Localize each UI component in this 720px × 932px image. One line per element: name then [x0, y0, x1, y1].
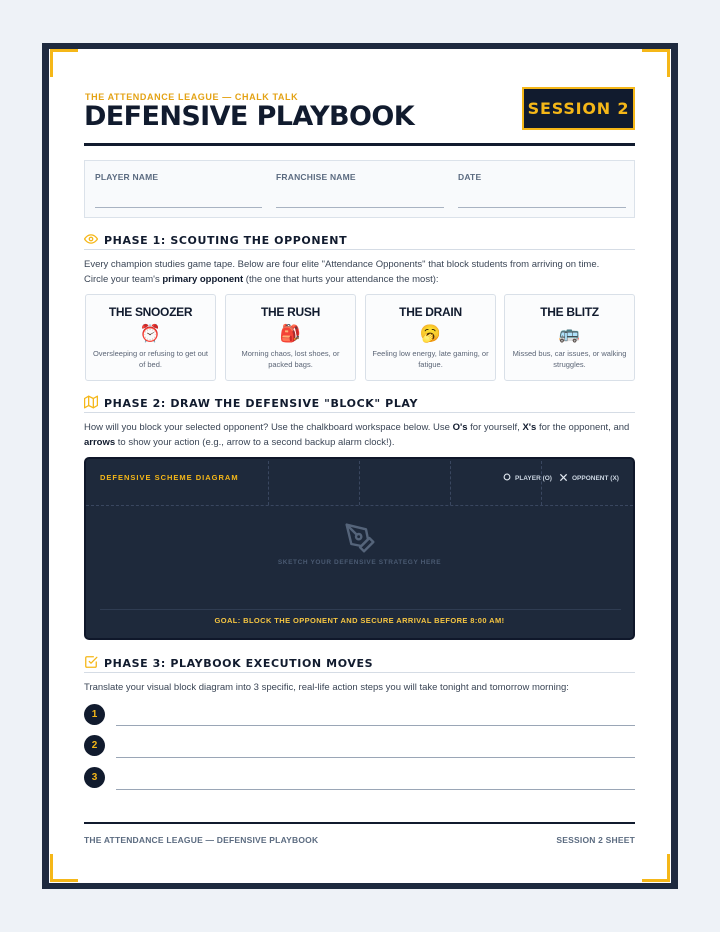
board-grid-line	[541, 461, 542, 505]
backpack-icon: 🎒	[279, 324, 302, 343]
phase1-heading-text: PHASE 1: SCOUTING THE OPPONENT	[104, 234, 348, 247]
date-field[interactable]	[458, 207, 626, 208]
card-title: THE SNOOZER	[108, 305, 193, 319]
session-badge: SESSION 2	[522, 87, 635, 130]
date-label: DATE	[458, 172, 482, 182]
board-title: DEFENSIVE SCHEME DIAGRAM	[100, 473, 239, 482]
phase1-intro	[84, 257, 636, 287]
eye-icon	[84, 232, 98, 249]
card-title: THE RUSH	[261, 305, 320, 319]
step-2-line[interactable]	[116, 757, 635, 758]
phase3-intro: Translate your visual block diagram into 3 specific, real-life action steps you will take tonight and tomorrow morning:	[84, 682, 569, 693]
map-icon	[84, 395, 98, 412]
page-title: DEFENSIVE PLAYBOOK	[84, 101, 415, 132]
legend-opponent-label: OPPONENT (X)	[572, 475, 619, 482]
footer-divider	[84, 822, 635, 824]
card-description: Feeling low energy, late gaming, or fatigue.	[372, 349, 489, 369]
phase1-intro-a: Every champion studies game tape. Below are four elite "Attendance Opponents" that block students from arriving on time.	[84, 259, 600, 270]
franchise-name-label: FRANCHISE NAME	[276, 172, 356, 182]
phase1-intro-bold: primary opponent	[162, 274, 244, 285]
phase2-intro-c: for the opponent, and	[536, 422, 630, 433]
phase1-divider	[84, 249, 635, 250]
phase2-bold-x: X's	[522, 422, 537, 433]
legend-opponent	[559, 473, 619, 484]
card-title: THE DRAIN	[399, 305, 462, 319]
bus-icon: 🚌	[558, 324, 581, 343]
corner-accent	[50, 854, 78, 882]
footer-right-text: SESSION 2 SHEET	[556, 835, 635, 845]
phase2-bold-arrows: arrows	[84, 437, 116, 448]
player-name-label: PLAYER NAME	[95, 172, 159, 182]
phase2-intro-b: for yourself,	[467, 422, 523, 433]
opponent-card-blitz[interactable]	[504, 294, 635, 381]
board-prompt: SKETCH YOUR DEFENSIVE STRATEGY HERE	[277, 559, 442, 566]
opponent-card-drain[interactable]	[365, 294, 496, 381]
phase2-intro	[84, 420, 636, 450]
franchise-name-field[interactable]	[276, 207, 444, 208]
checkbox-icon	[84, 655, 98, 672]
step-3-line[interactable]	[116, 789, 635, 790]
footer-left-text: THE ATTENDANCE LEAGUE — DEFENSIVE PLAYBOOK	[84, 835, 319, 845]
phase1-heading	[84, 232, 347, 249]
phase2-heading	[84, 395, 418, 412]
step-1-line[interactable]	[116, 725, 635, 726]
phase2-intro-a: How will you block your selected opponent? Use the chalkboard workspace below. Use	[84, 422, 453, 433]
board-divider	[100, 609, 621, 610]
board-grid-line	[359, 461, 360, 505]
phase2-bold-o: O's	[452, 422, 468, 433]
eyebrow-text: THE ATTENDANCE LEAGUE — CHALK TALK	[85, 92, 299, 102]
player-name-field[interactable]	[95, 207, 262, 208]
x-mark-icon	[559, 473, 568, 484]
phase3-divider	[84, 672, 635, 673]
yawning-face-icon: 🥱	[419, 324, 442, 343]
board-grid-line	[268, 461, 269, 505]
legend-player-label: PLAYER (O)	[515, 474, 552, 482]
card-description: Oversleeping or refusing to get out of bed.	[92, 349, 209, 369]
pen-tool-icon	[344, 522, 376, 559]
circle-icon	[503, 473, 511, 483]
corner-accent	[642, 854, 670, 882]
chalkboard-workspace[interactable]	[84, 457, 635, 640]
alarm-clock-icon: ⏰	[139, 324, 162, 343]
card-description: Missed bus, car issues, or walking struggles.	[512, 349, 627, 369]
phase3-heading-text: PHASE 3: PLAYBOOK EXECUTION MOVES	[104, 657, 374, 670]
phase2-divider	[84, 412, 635, 413]
legend-player	[503, 473, 552, 483]
board-grid-line	[86, 505, 633, 506]
step-number-badge: 2	[84, 735, 105, 756]
phase2-intro-d: to show your action (e.g., arrow to a second backup alarm clock!).	[115, 437, 395, 448]
board-goal: GOAL: BLOCK THE OPPONENT AND SECURE ARRIVAL BEFORE 8:00 AM!	[214, 616, 505, 625]
corner-accent	[642, 49, 670, 77]
phase1-intro-c: (the one that hurts your attendance the most):	[243, 274, 439, 285]
phase3-heading	[84, 655, 373, 672]
opponent-card-snoozer[interactable]	[85, 294, 216, 381]
corner-accent	[50, 49, 78, 77]
student-info-box	[84, 160, 635, 218]
phase1-intro-b: Circle your team's	[84, 274, 163, 285]
phase2-heading-text: PHASE 2: DRAW THE DEFENSIVE "BLOCK" PLAY	[104, 397, 419, 410]
title-divider	[84, 143, 635, 146]
step-number-badge: 1	[84, 704, 105, 725]
opponent-card-rush[interactable]	[225, 294, 356, 381]
card-title: THE BLITZ	[540, 305, 599, 319]
step-number-badge: 3	[84, 767, 105, 788]
card-description: Morning chaos, lost shoes, or packed bags.	[241, 349, 340, 369]
board-grid-line	[450, 461, 451, 505]
